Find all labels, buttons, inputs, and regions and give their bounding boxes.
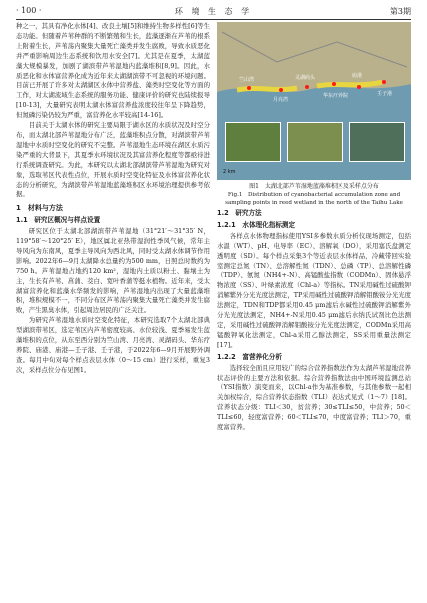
sampling-point-marker [332,82,336,86]
page-number: · 100 · [16,6,42,15]
paragraph-study-area: 研究区位于太湖北部湖滨带芦苇湿地（31°21′～31°35′ N，119°58′～120°25′ E），地区属北亚热带湿润性季风气候，常年主导风向为东南风，夏季主导风向为西北风，同时受太湖水体调节作用影响。2022年6—9月太湖降水总量约为500 mm，日照总时数约为750 h。芦苇湿地占地约120 km²，湿地内土质以粉土、黏壤土为主，生长有芦苇、菖蒲、茭白、宽叶香蒲等挺水植物。近年来，受太湖富营养化和蓝藻水华频发的影响，芦苇湿地内出现了大量蓝藻堆积，堆积规模不一，不同分布区芦苇荡内聚集大量死亡藻类并发生腐败，产生黑臭水体，引起周边居民的广泛关注。 [16,227,210,315]
header-rule [16,19,411,20]
paragraph-physchem: 各样点水体物理指标使用YSI多参数水质分析仪现场测定，包括水温（WT）、pH、电导率（EC）、溶解氧（DO），采用塞氏盘测定透明度（SD）。每个样点采集3个等近表层水体样品，冷藏带回实验室测定总氮（TN）、总溶解性氮（TDN）、总磷（TP）、总溶解性磷（TDP）、氨氮（NH4+-N）、高锰酸盐指数（CODMn）、固体悬浮物浓度（SS）、叶绿素浓度（Chl-a）等指标。TN采用碱性过硫酸钾消解紫外分光光度法测定，TP采用碱性过硫酸钾消解钼酸铵分光光度法测定，TDN和TDP都采用0.45 μm滤后水碱性过硫酸钾消解紫外分光光度法测定，NH4+-N采用0.45 μm滤后水纳氏试剂比色法测定，采用碱性过硫酸钾消解钼酸铵分光光度法测定，CODMn采用高锰酸钾氧化法测定，Chl-a采用乙醇法测定，SS采用重量法测定[17]。 [217,231,411,349]
map-label-renzi: 壬子港 [377,91,393,97]
figure-caption-en: Fig.1 Distribution of cyanobacterial accumulation zone and sampling points in reed wetland in the north of the Taihu Lake [225,192,403,206]
paragraph-eutrophication: 选择较全面且应用较广的综合营养指数法作为太湖芦苇湿地营养状态评价的主要方法和依据。综合营养指数法由中国环境监测总站（YSI指数）演变而来，以Chl-a作为基准参数，与其他参数一起相关加权综合，综合营养状态指数（TLI）表达式见式（1～7）[18]。营养状态分级：TLI＜30，贫营养；30≤TLI≤50，中营养；50＜TLI≤60，轻度富营养；60＜TLI≤70，中度富营养；TLI＞70，重度富营养。 [217,363,411,432]
paragraph-intro-1: 种之一，其具有净化水体[4]、改良土壤[5]和维持生物多样性[6]等生态功能。但随着芦苇种群的不断繁殖和生长，蓝藻逐渐在芦苇的根系上附着生长，芦苇荡内聚集大量死亡藻类并发生腐败，导致水质恶化并严重影响周边生态系统和饮用水安全[7]。尤其是在夏季，太湖蓝藻大规模暴发，加剧了湖滨带芦苇湿地内蓝藻堆积[8,9]。因此，水质恶化和水体富营养化成为近年来太湖湖滨带不可忽视的环境问题。目前已开展了许多对太湖湖区水体中营养盐、藻类时空变化等方面的工作，对太湖流域生态系统的服务功能、健康评价的研究也陆续报导[10-13]，大量研究表明太湖水体富营养盐浓度较往年呈下降趋势，但氮磷污染仍较为严重，富营养化水平较高[14-16]。 [16,22,210,120]
section-heading-materials: 1 材料与方法 [16,204,63,213]
photo-reed-3 [349,122,405,162]
figure-map [217,22,411,180]
paragraph-sampling: 为研究芦苇湿地水质时空变化特征，本研究选取7个太湖北部典型湖滨带苇区，选定苇区内芦苇密度较高、水位较浅、夏季易发生蓝藻堆积的点位，从东至西分别为竺山湾、月亮湾、灵湖码头、华东疗养院、庙港、庙港—壬子港、壬子港，于2022年6—9月开展野外调查。每月中旬对每个样点表层水体（0～15 cm）进行采样，重复3次，采样点位分布见图1。 [16,316,210,374]
paragraph-intro-2: 目前关于太湖水体的研究主要局限于湖水区的水质状况及时空分布，而太湖北部芦苇湿地分布广泛，蓝藻堆积点分散，对湖滨带芦苇湿地中水质时空变化的研究不完整。芦苇湿地生态环境在湖区水质污染严重的大背景下，其夏季水环境状况及其富营养化程度等都亟待进行系统调查研究。为此，本研究以太湖北部湖滨带芦苇湿地为研究对象，选取苇区代表性点位，开展水质时空变化特征及水体富营养化状态的分析研究，为湖滨带芦苇湿地蓝藻堆积区水环境治理提供参考依据。 [16,121,210,199]
cyanobacteria-zone-2 [317,82,382,86]
photo-reed-2 [287,122,343,162]
left-column [16,22,210,376]
figure-caption [217,183,411,207]
right-column [217,22,411,433]
issue-number: 第3期 [389,7,411,16]
subsection-heading-methods: 1.2 研究方法 [217,209,262,217]
journal-title: 环 境 生 态 学 [174,7,253,16]
sampling-point-marker [382,80,386,84]
running-header [16,6,411,18]
sampling-point-marker [305,85,309,89]
subsection-heading-study-area: 1.1 研究区概况与样点设置 [16,216,101,225]
sampling-point-marker [279,88,283,92]
subsubsection-heading-eutrophication: 1.2.2 富营养化分析 [217,352,282,361]
sampling-point-marker [247,86,251,90]
map-label-miaogang: 庙港 [352,73,363,79]
cyanobacteria-zone-1 [237,88,297,90]
map-label-huadong: 华东疗养院 [323,93,349,99]
photo-reed-1 [225,122,281,162]
sampling-point-marker [357,85,361,89]
figure-caption-cn: 图1 太湖北部芦苇湿地蓝藻堆积区及采样点分布 [249,183,379,190]
map-label-zhushan: 竺山湾 [239,77,255,83]
scale-bar-label: 2 km [223,169,236,175]
map-label-linghu: 灵湖码头 [295,75,316,81]
subsubsection-heading-physchem: 1.2.1 水体理化指标测定 [217,220,296,229]
map-label-yueliang: 月亮湾 [273,97,289,103]
